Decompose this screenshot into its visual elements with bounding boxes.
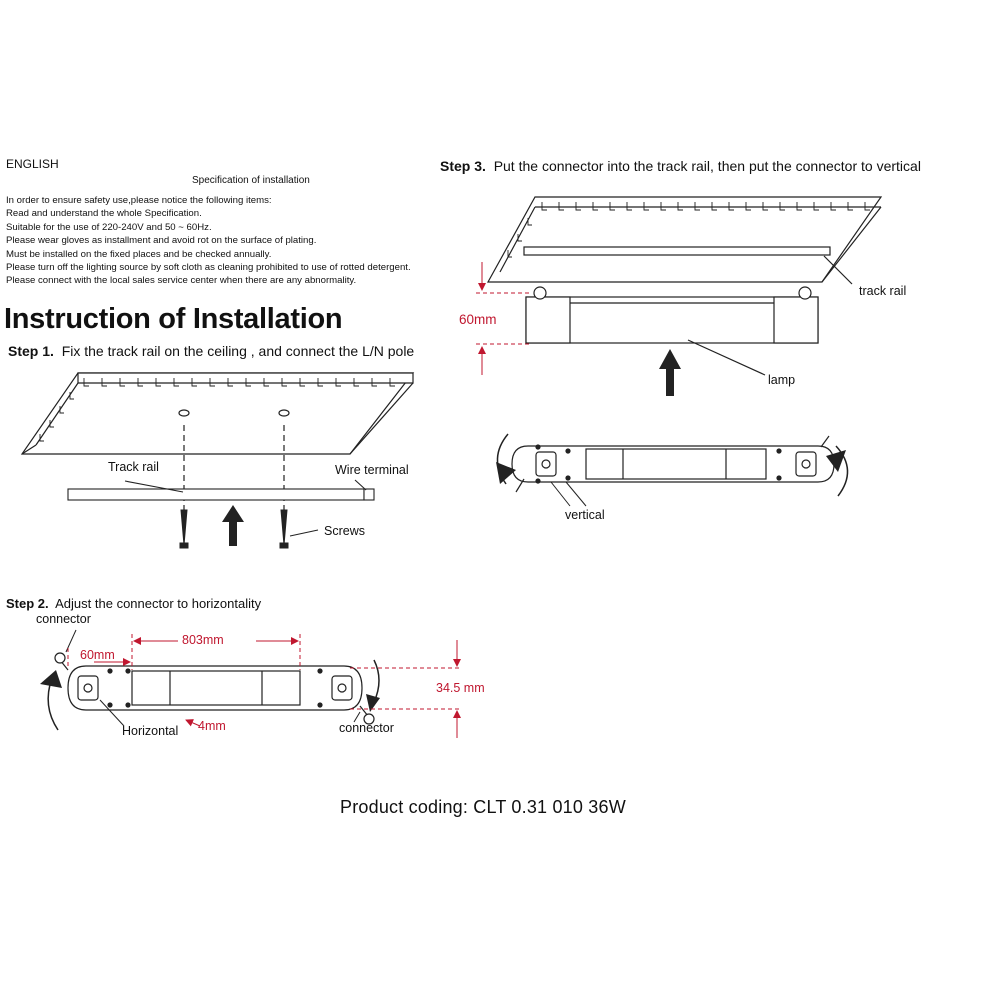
notice-item: Read and understand the whole Specification. [6,208,202,220]
step1-screws [180,510,318,548]
step1-track-rail-label: Track rail [108,460,159,474]
step1-text: Fix the track rail on the ceiling , and connect the L/N pole [61,343,415,359]
main-title: Instruction of Installation [4,303,343,335]
step1-wire-terminal-label: Wire terminal [335,463,409,477]
language-label: ENGLISH [6,157,59,171]
step2-offset-dimension: 60mm [80,648,115,662]
step3-drop-dimension: 60mm [459,312,497,327]
step3-topview-lamp [497,434,847,506]
step2-height-dimension: 34.5 mm [436,681,485,695]
step2-connector-top-label: connector [36,612,91,626]
step2-horizontal-label: Horizontal [122,724,179,738]
step1-track-rail [68,480,374,500]
step3-number: Step 3. [440,158,486,174]
step3-vertical-label: vertical [565,508,605,522]
step1-number: Step 1. [8,343,54,359]
step1-screws-label: Screws [324,524,365,538]
notice-item: In order to ensure safety use,please notice the following items: [6,195,272,206]
step3-ceiling-plate [488,197,881,284]
step3-track-rail-label: track rail [859,284,907,298]
step3-up-arrow [659,349,681,396]
step1-ceiling-plate [22,373,413,530]
step3-text: Put the connector into the track rail, then put the connector to vertical [493,158,921,174]
step2-text: Adjust the connector to horizontality [55,596,262,611]
step2-connector-right-label: connector [339,721,394,735]
step1-up-arrow [222,505,244,546]
product-coding: Product coding: CLT 0.31 010 36W [340,797,626,817]
step2-rotate-arrow-left [40,670,62,688]
spec-title: Specification of installation [192,175,310,186]
step2-number: Step 2. [6,596,49,611]
notice-item: Suitable for the use of 220-240V and 50 ~ 60Hz. [6,221,212,233]
notice-item: Please turn off the lighting source by soft cloth as cleaning prohibited to use of rotted detergent. [6,262,411,274]
step2-length-dimension: 803mm [182,633,224,647]
notice-item: Please connect with the local sales service center when there are any abnormality. [6,275,357,287]
step2-gap-dimension: 4mm [198,719,226,733]
notice-item: Please wear gloves as installment and avoid rot on the surface of plating. [6,235,317,247]
step3-lamp-label: lamp [768,373,796,387]
notice-item: Must be installed on the fixed places and be checked annually. [6,248,272,260]
